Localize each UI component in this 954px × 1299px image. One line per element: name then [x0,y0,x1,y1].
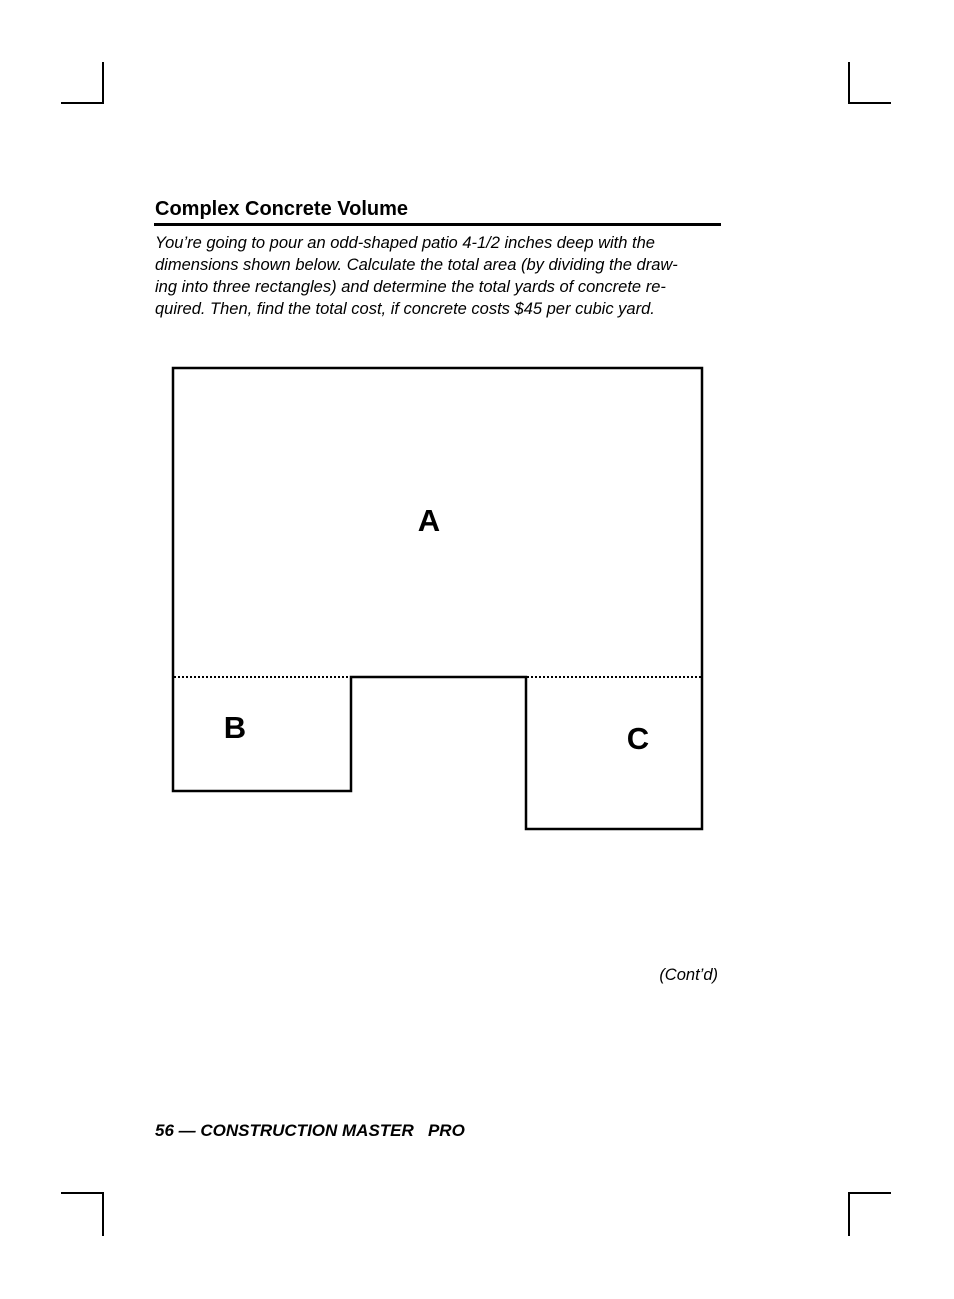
instructions-line: quired. Then, find the total cost, if concrete costs $45 per cubic yard. [155,300,655,318]
region-label-b: B [223,710,247,745]
region-label-c: C [626,721,650,756]
page-footer: 56 — CONSTRUCTION MASTER PRO [155,1121,465,1140]
patio-outline [173,368,702,829]
section-title: Complex Concrete Volume [155,198,409,220]
instructions-line: dimensions shown below. Calculate the total area (by dividing the draw- [155,256,678,274]
continued-note: (Cont’d) [659,966,718,984]
instructions-line: You’re going to pour an odd-shaped patio 4-1/2 inches deep with the [155,234,655,252]
instructions-line: ing into three rectangles) and determine the total yards of concrete re- [155,278,666,296]
region-label-a: A [417,503,441,538]
